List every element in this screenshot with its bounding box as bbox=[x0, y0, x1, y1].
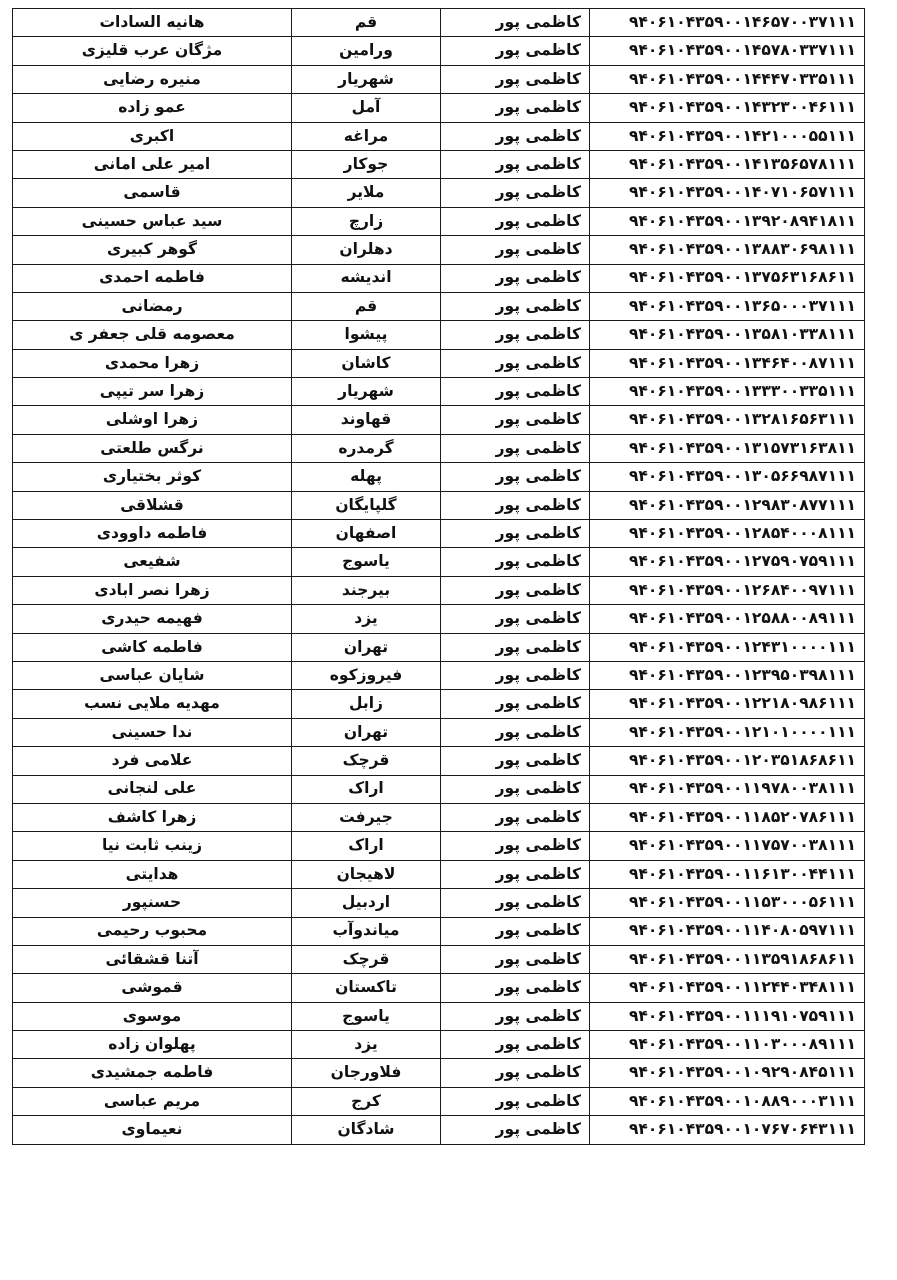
table-row bbox=[13, 150, 865, 178]
code-cell: ۹۴۰۶۱۰۴۳۵۹۰۰۱۱۵۳۰۰۰۵۶۱۱۱ bbox=[590, 889, 865, 917]
table-row bbox=[13, 406, 865, 434]
code-cell: ۹۴۰۶۱۰۴۳۵۹۰۰۱۴۴۴۷۰۳۳۵۱۱۱ bbox=[590, 65, 865, 93]
family-cell: کاظمی پور bbox=[441, 434, 590, 462]
name-cell: عمو زاده bbox=[13, 94, 292, 122]
name-cell: فهیمه حیدری bbox=[13, 605, 292, 633]
table-row bbox=[13, 65, 865, 93]
city-cell: اراک bbox=[292, 775, 441, 803]
family-cell: کاظمی پور bbox=[441, 661, 590, 689]
family-cell: کاظمی پور bbox=[441, 406, 590, 434]
family-cell: کاظمی پور bbox=[441, 207, 590, 235]
code-cell: ۹۴۰۶۱۰۴۳۵۹۰۰۱۲۷۵۹۰۷۵۹۱۱۱ bbox=[590, 548, 865, 576]
table-row bbox=[13, 1031, 865, 1059]
city-cell: اصفهان bbox=[292, 520, 441, 548]
family-cell: کاظمی پور bbox=[441, 718, 590, 746]
table-row bbox=[13, 37, 865, 65]
code-cell: ۹۴۰۶۱۰۴۳۵۹۰۰۱۳۵۸۱۰۳۳۸۱۱۱ bbox=[590, 321, 865, 349]
code-cell: ۹۴۰۶۱۰۴۳۵۹۰۰۱۰۹۲۹۰۸۴۵۱۱۱ bbox=[590, 1059, 865, 1087]
name-cell: علامی فرد bbox=[13, 747, 292, 775]
city-cell: پهله bbox=[292, 463, 441, 491]
family-cell: کاظمی پور bbox=[441, 917, 590, 945]
family-cell: کاظمی پور bbox=[441, 1002, 590, 1030]
city-cell: ملایر bbox=[292, 179, 441, 207]
table-row bbox=[13, 349, 865, 377]
table-row bbox=[13, 491, 865, 519]
name-cell: حسنپور bbox=[13, 889, 292, 917]
family-cell: کاظمی پور bbox=[441, 633, 590, 661]
family-cell: کاظمی پور bbox=[441, 690, 590, 718]
code-cell: ۹۴۰۶۱۰۴۳۵۹۰۰۱۱۷۵۷۰۰۳۸۱۱۱ bbox=[590, 832, 865, 860]
city-cell: آمل bbox=[292, 94, 441, 122]
code-cell: ۹۴۰۶۱۰۴۳۵۹۰۰۱۱۸۵۲۰۷۸۶۱۱۱ bbox=[590, 803, 865, 831]
city-cell: پیشوا bbox=[292, 321, 441, 349]
city-cell: یاسوج bbox=[292, 1002, 441, 1030]
city-cell: یزد bbox=[292, 605, 441, 633]
family-cell: کاظمی پور bbox=[441, 1059, 590, 1087]
table-row bbox=[13, 718, 865, 746]
city-cell: یزد bbox=[292, 1031, 441, 1059]
city-cell: اردبیل bbox=[292, 889, 441, 917]
family-cell: کاظمی پور bbox=[441, 264, 590, 292]
table-row bbox=[13, 94, 865, 122]
table-row bbox=[13, 747, 865, 775]
table-row bbox=[13, 378, 865, 406]
city-cell: بیرجند bbox=[292, 576, 441, 604]
code-cell: ۹۴۰۶۱۰۴۳۵۹۰۰۱۱۶۱۳۰۰۴۴۱۱۱ bbox=[590, 860, 865, 888]
table-row bbox=[13, 548, 865, 576]
name-cell: کوثر بختیاری bbox=[13, 463, 292, 491]
city-cell: تاکستان bbox=[292, 974, 441, 1002]
name-cell: محبوب رحیمی bbox=[13, 917, 292, 945]
table-row bbox=[13, 434, 865, 462]
table-row bbox=[13, 661, 865, 689]
table-row bbox=[13, 292, 865, 320]
family-cell: کاظمی پور bbox=[441, 803, 590, 831]
family-cell: کاظمی پور bbox=[441, 1031, 590, 1059]
family-cell: کاظمی پور bbox=[441, 9, 590, 37]
name-cell: هدایتی bbox=[13, 860, 292, 888]
code-cell: ۹۴۰۶۱۰۴۳۵۹۰۰۱۲۲۱۸۰۹۸۶۱۱۱ bbox=[590, 690, 865, 718]
family-cell: کاظمی پور bbox=[441, 122, 590, 150]
code-cell: ۹۴۰۶۱۰۴۳۵۹۰۰۱۴۲۱۰۰۰۵۵۱۱۱ bbox=[590, 122, 865, 150]
name-cell: ندا حسینی bbox=[13, 718, 292, 746]
code-cell: ۹۴۰۶۱۰۴۳۵۹۰۰۱۳۴۶۴۰۰۸۷۱۱۱ bbox=[590, 349, 865, 377]
name-cell: فاطمه احمدی bbox=[13, 264, 292, 292]
table-row bbox=[13, 633, 865, 661]
city-cell: لاهیجان bbox=[292, 860, 441, 888]
name-cell: شایان عباسی bbox=[13, 661, 292, 689]
city-cell: فیروزکوه bbox=[292, 661, 441, 689]
family-cell: کاظمی پور bbox=[441, 378, 590, 406]
city-cell: جوکار bbox=[292, 150, 441, 178]
table-row bbox=[13, 775, 865, 803]
name-cell: رمضانی bbox=[13, 292, 292, 320]
name-cell: علی لنجانی bbox=[13, 775, 292, 803]
code-cell: ۹۴۰۶۱۰۴۳۵۹۰۰۱۱۹۷۸۰۰۳۸۱۱۱ bbox=[590, 775, 865, 803]
code-cell: ۹۴۰۶۱۰۴۳۵۹۰۰۱۲۵۸۸۰۰۸۹۱۱۱ bbox=[590, 605, 865, 633]
code-cell: ۹۴۰۶۱۰۴۳۵۹۰۰۱۲۶۸۴۰۰۹۷۱۱۱ bbox=[590, 576, 865, 604]
records-table bbox=[12, 8, 865, 1145]
city-cell: گرمدره bbox=[292, 434, 441, 462]
code-cell: ۹۴۰۶۱۰۴۳۵۹۰۰۱۳۲۸۱۶۵۶۳۱۱۱ bbox=[590, 406, 865, 434]
name-cell: منیره رضایی bbox=[13, 65, 292, 93]
name-cell: موسوی bbox=[13, 1002, 292, 1030]
table-row bbox=[13, 832, 865, 860]
name-cell: قموشی bbox=[13, 974, 292, 1002]
table-row bbox=[13, 1116, 865, 1144]
table-row bbox=[13, 207, 865, 235]
family-cell: کاظمی پور bbox=[441, 37, 590, 65]
code-cell: ۹۴۰۶۱۰۴۳۵۹۰۰۱۲۴۳۱۰۰۰۰۱۱۱ bbox=[590, 633, 865, 661]
code-cell: ۹۴۰۶۱۰۴۳۵۹۰۰۱۲۱۰۱۰۰۰۰۱۱۱ bbox=[590, 718, 865, 746]
table-row bbox=[13, 605, 865, 633]
city-cell: قهاوند bbox=[292, 406, 441, 434]
code-cell: ۹۴۰۶۱۰۴۳۵۹۰۰۱۳۳۳۰۰۳۳۵۱۱۱ bbox=[590, 378, 865, 406]
code-cell: ۹۴۰۶۱۰۴۳۵۹۰۰۱۴۵۷۸۰۳۳۷۱۱۱ bbox=[590, 37, 865, 65]
city-cell: شهریار bbox=[292, 378, 441, 406]
table-row bbox=[13, 321, 865, 349]
table-row bbox=[13, 1002, 865, 1030]
family-cell: کاظمی پور bbox=[441, 179, 590, 207]
city-cell: کرج bbox=[292, 1087, 441, 1115]
table-row bbox=[13, 9, 865, 37]
family-cell: کاظمی پور bbox=[441, 576, 590, 604]
city-cell: میاندوآب bbox=[292, 917, 441, 945]
city-cell: تهران bbox=[292, 633, 441, 661]
code-cell: ۹۴۰۶۱۰۴۳۵۹۰۰۱۳۷۵۶۳۱۶۸۶۱۱ bbox=[590, 264, 865, 292]
family-cell: کاظمی پور bbox=[441, 832, 590, 860]
table-row bbox=[13, 860, 865, 888]
family-cell: کاظمی پور bbox=[441, 605, 590, 633]
city-cell: زارچ bbox=[292, 207, 441, 235]
table-row bbox=[13, 576, 865, 604]
name-cell: زهرا اوشلی bbox=[13, 406, 292, 434]
code-cell: ۹۴۰۶۱۰۴۳۵۹۰۰۱۱۴۰۸۰۵۹۷۱۱۱ bbox=[590, 917, 865, 945]
family-cell: کاظمی پور bbox=[441, 520, 590, 548]
code-cell: ۹۴۰۶۱۰۴۳۵۹۰۰۱۱۲۴۴۰۳۴۸۱۱۱ bbox=[590, 974, 865, 1002]
family-cell: کاظمی پور bbox=[441, 463, 590, 491]
code-cell: ۹۴۰۶۱۰۴۳۵۹۰۰۱۰۸۸۹۰۰۰۳۱۱۱ bbox=[590, 1087, 865, 1115]
table-row bbox=[13, 803, 865, 831]
table-row bbox=[13, 179, 865, 207]
family-cell: کاظمی پور bbox=[441, 150, 590, 178]
table-row bbox=[13, 264, 865, 292]
table-row bbox=[13, 463, 865, 491]
name-cell: اکبری bbox=[13, 122, 292, 150]
table-row bbox=[13, 945, 865, 973]
family-cell: کاظمی پور bbox=[441, 321, 590, 349]
table-row bbox=[13, 520, 865, 548]
family-cell: کاظمی پور bbox=[441, 1087, 590, 1115]
name-cell: نرگس طلعتی bbox=[13, 434, 292, 462]
city-cell: ورامین bbox=[292, 37, 441, 65]
family-cell: کاظمی پور bbox=[441, 236, 590, 264]
code-cell: ۹۴۰۶۱۰۴۳۵۹۰۰۱۲۹۸۳۰۸۷۷۱۱۱ bbox=[590, 491, 865, 519]
name-cell: زهرا کاشف bbox=[13, 803, 292, 831]
name-cell: هانیه السادات bbox=[13, 9, 292, 37]
family-cell: کاظمی پور bbox=[441, 349, 590, 377]
code-cell: ۹۴۰۶۱۰۴۳۵۹۰۰۱۴۱۳۵۶۵۷۸۱۱۱ bbox=[590, 150, 865, 178]
table-row bbox=[13, 1059, 865, 1087]
family-cell: کاظمی پور bbox=[441, 65, 590, 93]
name-cell: فاطمه داوودی bbox=[13, 520, 292, 548]
code-cell: ۹۴۰۶۱۰۴۳۵۹۰۰۱۳۰۵۶۶۹۸۷۱۱۱ bbox=[590, 463, 865, 491]
name-cell: سید عباس حسینی bbox=[13, 207, 292, 235]
city-cell: قم bbox=[292, 292, 441, 320]
city-cell: کاشان bbox=[292, 349, 441, 377]
family-cell: کاظمی پور bbox=[441, 491, 590, 519]
family-cell: کاظمی پور bbox=[441, 1116, 590, 1144]
code-cell: ۹۴۰۶۱۰۴۳۵۹۰۰۱۳۱۵۷۳۱۶۳۸۱۱ bbox=[590, 434, 865, 462]
table-row bbox=[13, 974, 865, 1002]
name-cell: فاطمه کاشی bbox=[13, 633, 292, 661]
city-cell: فلاورجان bbox=[292, 1059, 441, 1087]
name-cell: شفیعی bbox=[13, 548, 292, 576]
city-cell: جیرفت bbox=[292, 803, 441, 831]
city-cell: قم bbox=[292, 9, 441, 37]
table-row bbox=[13, 889, 865, 917]
name-cell: قاسمی bbox=[13, 179, 292, 207]
family-cell: کاظمی پور bbox=[441, 860, 590, 888]
name-cell: مریم عباسی bbox=[13, 1087, 292, 1115]
name-cell: پهلوان زاده bbox=[13, 1031, 292, 1059]
code-cell: ۹۴۰۶۱۰۴۳۵۹۰۰۱۰۷۶۷۰۶۴۳۱۱۱ bbox=[590, 1116, 865, 1144]
code-cell: ۹۴۰۶۱۰۴۳۵۹۰۰۱۴۰۷۱۰۶۵۷۱۱۱ bbox=[590, 179, 865, 207]
code-cell: ۹۴۰۶۱۰۴۳۵۹۰۰۱۱۳۵۹۱۸۶۸۶۱۱ bbox=[590, 945, 865, 973]
code-cell: ۹۴۰۶۱۰۴۳۵۹۰۰۱۴۶۵۷۰۰۳۷۱۱۱ bbox=[590, 9, 865, 37]
code-cell: ۹۴۰۶۱۰۴۳۵۹۰۰۱۳۶۵۰۰۰۳۷۱۱۱ bbox=[590, 292, 865, 320]
city-cell: گلپایگان bbox=[292, 491, 441, 519]
city-cell: مراغه bbox=[292, 122, 441, 150]
name-cell: فاطمه جمشیدی bbox=[13, 1059, 292, 1087]
city-cell: یاسوج bbox=[292, 548, 441, 576]
table-row bbox=[13, 690, 865, 718]
code-cell: ۹۴۰۶۱۰۴۳۵۹۰۰۱۴۳۲۳۰۰۴۶۱۱۱ bbox=[590, 94, 865, 122]
city-cell: دهلران bbox=[292, 236, 441, 264]
city-cell: تهران bbox=[292, 718, 441, 746]
family-cell: کاظمی پور bbox=[441, 945, 590, 973]
name-cell: زهرا سر تیپی bbox=[13, 378, 292, 406]
name-cell: نعیماوی bbox=[13, 1116, 292, 1144]
family-cell: کاظمی پور bbox=[441, 94, 590, 122]
city-cell: زابل bbox=[292, 690, 441, 718]
name-cell: قشلاقی bbox=[13, 491, 292, 519]
code-cell: ۹۴۰۶۱۰۴۳۵۹۰۰۱۲۰۳۵۱۸۶۸۶۱۱ bbox=[590, 747, 865, 775]
family-cell: کاظمی پور bbox=[441, 292, 590, 320]
name-cell: مهدیه ملایی نسب bbox=[13, 690, 292, 718]
city-cell: اراک bbox=[292, 832, 441, 860]
family-cell: کاظمی پور bbox=[441, 548, 590, 576]
city-cell: قرچک bbox=[292, 945, 441, 973]
city-cell: قرچک bbox=[292, 747, 441, 775]
name-cell: زهرا نصر ابادی bbox=[13, 576, 292, 604]
name-cell: معصومه قلی جعفر ی bbox=[13, 321, 292, 349]
name-cell: گوهر کبیری bbox=[13, 236, 292, 264]
code-cell: ۹۴۰۶۱۰۴۳۵۹۰۰۱۱۱۹۱۰۷۵۹۱۱۱ bbox=[590, 1002, 865, 1030]
name-cell: زهرا محمدی bbox=[13, 349, 292, 377]
name-cell: آتنا قشقائی bbox=[13, 945, 292, 973]
family-cell: کاظمی پور bbox=[441, 889, 590, 917]
name-cell: امیر علی امانی bbox=[13, 150, 292, 178]
code-cell: ۹۴۰۶۱۰۴۳۵۹۰۰۱۱۰۳۰۰۰۸۹۱۱۱ bbox=[590, 1031, 865, 1059]
family-cell: کاظمی پور bbox=[441, 747, 590, 775]
code-cell: ۹۴۰۶۱۰۴۳۵۹۰۰۱۳۸۸۳۰۶۹۸۱۱۱ bbox=[590, 236, 865, 264]
name-cell: مژگان عرب قلیزی bbox=[13, 37, 292, 65]
name-cell: زینب ثابت نیا bbox=[13, 832, 292, 860]
city-cell: اندیشه bbox=[292, 264, 441, 292]
family-cell: کاظمی پور bbox=[441, 775, 590, 803]
table-row bbox=[13, 1087, 865, 1115]
table-row bbox=[13, 917, 865, 945]
city-cell: شادگان bbox=[292, 1116, 441, 1144]
table-row bbox=[13, 122, 865, 150]
city-cell: شهریار bbox=[292, 65, 441, 93]
records-table-body bbox=[13, 9, 865, 1145]
family-cell: کاظمی پور bbox=[441, 974, 590, 1002]
code-cell: ۹۴۰۶۱۰۴۳۵۹۰۰۱۲۸۵۴۰۰۰۸۱۱۱ bbox=[590, 520, 865, 548]
code-cell: ۹۴۰۶۱۰۴۳۵۹۰۰۱۲۳۹۵۰۳۹۸۱۱۱ bbox=[590, 661, 865, 689]
code-cell: ۹۴۰۶۱۰۴۳۵۹۰۰۱۳۹۲۰۸۹۴۱۸۱۱ bbox=[590, 207, 865, 235]
table-row bbox=[13, 236, 865, 264]
